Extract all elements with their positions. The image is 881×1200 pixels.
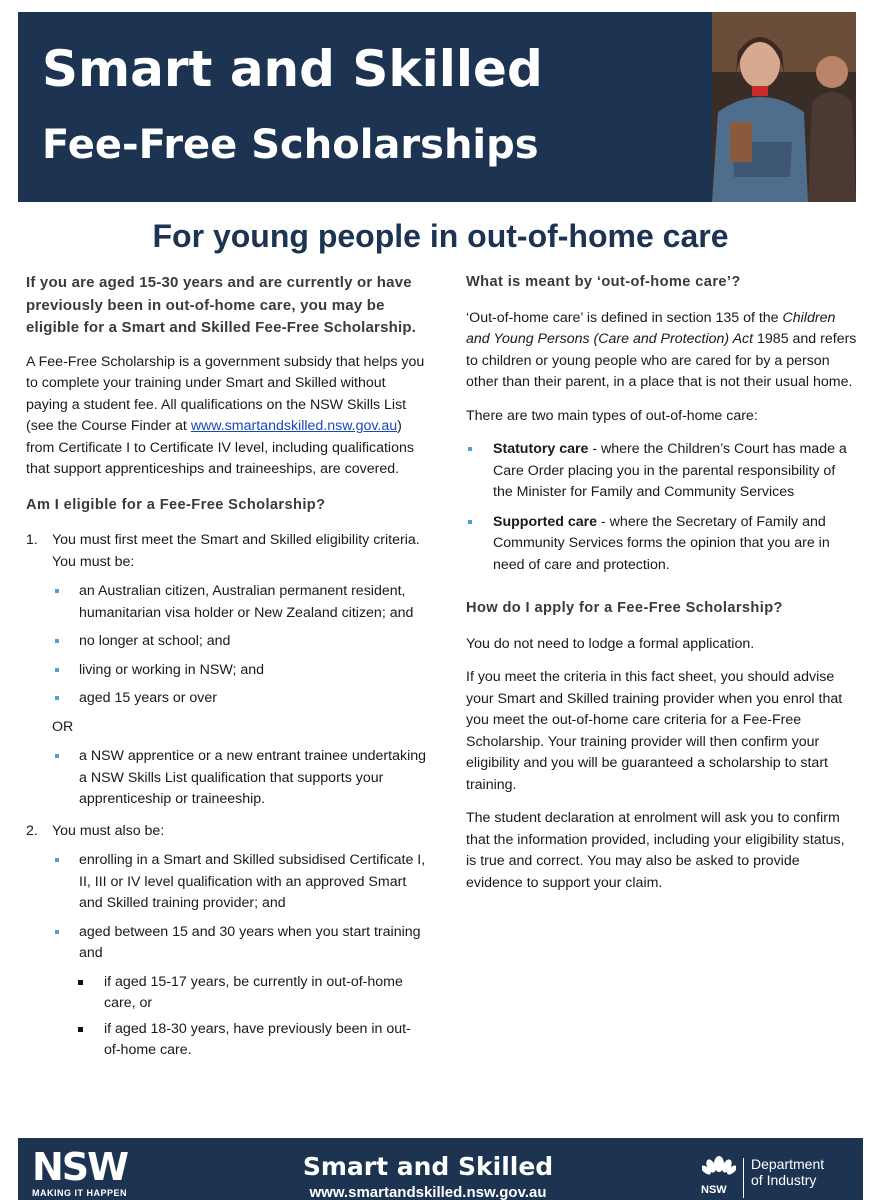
or-separator: OR [52, 718, 74, 735]
criteria-list [52, 850, 426, 1062]
apply-paragraph-2: If you meet the criteria in this fact sheet, you should advise your Smart and Skilled training provider when you enrol that you meet the out-of-home care criteria for a Fee-Free Scholarship. Your training provider will then confirm your eligibility and you will be guaranteed a scholarship to start training. [466, 669, 843, 793]
bullet-square-icon [55, 589, 59, 593]
people-photo-illustration [712, 12, 856, 202]
types-intro: There are two main types of out-of-home care: [466, 407, 758, 424]
definition-text: ‘Out-of-home care’ is defined in section 135 of the Children and Young Persons (Care and Protection) Act 1985 and refers to children or young people who are cared for by a person other than their parent, in a place that is not their usual home. [466, 309, 857, 390]
list-item: aged between 15 and 30 years when you start training and [52, 922, 426, 965]
list-item: an Australian citizen, Australian permanent resident, humanitarian visa holder or New Zealand citizen; and [52, 581, 426, 624]
footer-url[interactable]: www.smartandskilled.nsw.gov.au [309, 1184, 547, 1200]
item-number: 1. [26, 532, 38, 548]
criteria-list [52, 581, 426, 710]
nsw-tagline: MAKING IT HAPPEN [32, 1188, 128, 1198]
nsw-logo: NSW [32, 1145, 128, 1189]
subtitle: For young people in out-of-home care [152, 218, 729, 254]
gov-nsw-label: NSW [701, 1184, 727, 1196]
out-of-home-care-heading: What is meant by ‘out-of-home care’? [466, 274, 741, 290]
header-photo [712, 12, 856, 202]
item-text: You must first meet the Smart and Skilled eligibility criteria. You must be: [52, 532, 420, 570]
bullet-square-icon [55, 668, 59, 672]
page-title-line2: Fee-Free Scholarships [42, 122, 539, 168]
list-item: a NSW apprentice or a new entrant trainee undertaking a NSW Skills List qualification that supports your apprenticeship or traineeship. [52, 746, 426, 811]
criteria-item-2 [26, 821, 426, 1062]
item-text: You must also be: [52, 822, 165, 839]
description-text-end: ) from Certificate I to Certificate IV level, including qualifications that support apprenticeships and traineeships, are covered. [26, 418, 414, 477]
bullet-square-icon [55, 754, 59, 758]
footer-divider [743, 1158, 744, 1198]
bullet-square-icon [55, 858, 59, 862]
bullet-square-icon [468, 520, 472, 524]
bullet-square-icon [55, 696, 59, 700]
right-column [466, 272, 858, 906]
footer-brand: Smart and Skilled [302, 1152, 554, 1181]
sub-list-item: if aged 18-30 years, have previously been in out-of-home care. [52, 1019, 426, 1062]
bullet-square-icon [55, 639, 59, 643]
list-item: Statutory care - where the Children’s Court has made a Care Order placing you in the parental responsibility of the Minister for Family and Community Services [466, 439, 858, 504]
smart-and-skilled-link[interactable]: www.smartandskilled.nsw.gov.au [190, 418, 398, 434]
apply-paragraph-3: The student declaration at enrolment will ask you to confirm that the information provided, including your eligibility status, is true and correct. You may also be asked to provide evidence to support your claim. [466, 810, 845, 891]
bullet-square-icon [78, 980, 83, 985]
list-item: enrolling in a Smart and Skilled subsidised Certificate I, II, III or IV level qualification with an approved Smart and Skilled training provider; and [52, 850, 426, 915]
bullet-square-icon [468, 447, 472, 451]
list-item: aged 15 years or over [52, 688, 426, 710]
intro-text: If you are aged 15-30 years and are currently or have previously been in out-of-home care, you may be eligible for a Smart and Skilled Fee-Free Scholarship. [26, 274, 417, 336]
department-line-1: Department [751, 1156, 825, 1172]
bullet-square-icon [78, 1027, 83, 1032]
list-item: living or working in NSW; and [52, 660, 426, 682]
sub-list-item: if aged 15-17 years, be currently in out-of-home care, or [52, 972, 426, 1015]
description-text: A Fee-Free Scholarship is a government subsidy that helps you to complete your training under Smart and Skilled without paying a student fee. All qualifications on the NSW Skills List (see the Course Finder at [26, 353, 425, 434]
header-banner [18, 12, 856, 202]
eligibility-heading: Am I eligible for a Fee-Free Scholarship? [26, 496, 326, 513]
item-number: 2. [26, 822, 38, 839]
act-name: Children and Young Persons (Care and Protection) Act [466, 309, 836, 347]
how-to-apply-heading: How do I apply for a Fee-Free Scholarship? [466, 600, 783, 616]
list-item: Supported care - where the Secretary of Family and Community Services forms the opinion that you are in need of care and protection. [466, 512, 858, 577]
apply-paragraph-1: You do not need to lodge a formal application. [466, 635, 755, 652]
department-line-2: of Industry [751, 1172, 817, 1188]
page-title: Smart and Skilled [42, 40, 543, 98]
scholarship-description [26, 352, 426, 481]
department-name [751, 1156, 824, 1188]
bullet-square-icon [55, 930, 59, 934]
list-item: no longer at school; and [52, 631, 426, 653]
footer-bar [18, 1138, 863, 1200]
left-column [26, 272, 426, 1072]
criteria-item-1 [26, 530, 426, 811]
